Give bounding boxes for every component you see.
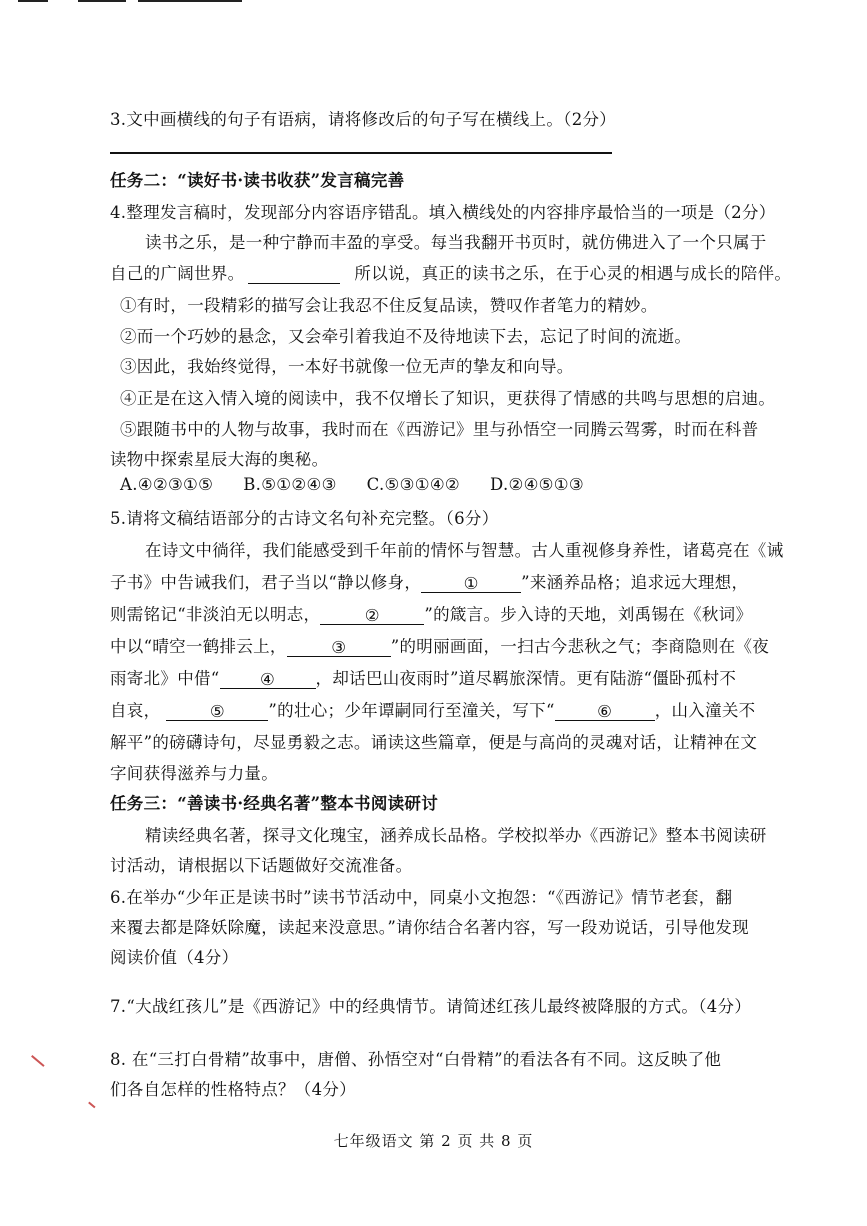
question-5-stem: 5.请将文稿结语部分的古诗文名句补充完整。（6分） — [110, 509, 499, 528]
fill-blank-4[interactable]: ④ — [220, 670, 316, 689]
question-5-text — [110, 633, 769, 657]
sentence-item: ③因此，我始终觉得，一本好书就像一位无声的挚友和向导。 — [120, 357, 574, 376]
task-3-heading: 任务三：“善读书·经典名著”整本书阅读研讨 — [110, 794, 439, 813]
header-rule — [138, 0, 242, 2]
text-segment: ”的壮心；少年谭嗣同行至潼关，写下“ — [268, 701, 555, 720]
option-c[interactable]: C.⑤③①④② — [366, 475, 461, 494]
text-segment: 自哀， — [110, 701, 161, 720]
question-5-text — [110, 601, 752, 625]
question-6: 6.在举办“少年正是读书时”读书节活动中，同桌小文抱怨：“《西游记》情节老套，翻 — [110, 888, 733, 907]
task-3-intro: 讨活动，请根据以下话题做好交流准备。 — [110, 856, 413, 875]
question-8: 们各自怎样的性格特点？（4分） — [110, 1080, 356, 1099]
text-segment: 中以“晴空一鹤排云上， — [110, 637, 287, 656]
option-b[interactable]: B.⑤①②④③ — [243, 475, 337, 494]
sentence-item: ⑤跟随书中的人物与故事，我时而在《西游记》里与孙悟空一同腾云驾雾，时而在科普 — [120, 420, 759, 439]
paragraph-text: 自己的广阔世界。 — [110, 264, 245, 283]
fill-blank[interactable] — [248, 265, 340, 284]
question-5-text: 字间获得滋养与力量。 — [110, 764, 278, 783]
text-segment: ，却话巴山夜雨时”道尽羁旅深情。更有陆游“僵卧孤村不 — [315, 669, 737, 688]
question-5-text — [110, 697, 756, 721]
text-segment: ”的明丽画面，一扫古今悲秋之气；李商隐则在《夜 — [390, 637, 770, 656]
header-rule — [18, 0, 48, 2]
text-segment: 则需铭记“非淡泊无以明志， — [110, 605, 321, 624]
text-segment: 雨寄北》中借“ — [110, 669, 220, 688]
question-4-paragraph — [110, 260, 791, 284]
question-5-text: 解平”的磅礴诗句，尽显勇毅之志。诵读这些篇章，便是与高尚的灵魂对话，让精神在文 — [110, 733, 758, 752]
text-segment: ”的箴言。步入诗的天地，刘禹锡在《秋词》 — [424, 605, 753, 624]
fill-blank-3[interactable]: ③ — [287, 638, 391, 657]
question-6: 阅读价值（4分） — [110, 948, 239, 967]
question-5-text: 在诗文中徜徉，我们能感受到千年前的情怀与智慧。古人重视修身养性，诸葛亮在《诫 — [145, 541, 784, 560]
question-4-paragraph: 读书之乐，是一种宁静而丰盈的享受。每当我翻开书页时，就仿佛进入了一个只属于 — [145, 233, 767, 252]
fill-blank-6[interactable]: ⑥ — [555, 702, 655, 721]
question-4-stem: 4.整理发言稿时，发现部分内容语序错乱。填入横线处的内容排序最恰当的一项是（2分） — [110, 203, 776, 222]
question-3: 3.文中画横线的句子有语病，请将修改后的句子写在横线上。（2分） — [110, 110, 617, 129]
page-footer: 七年级语文 第 2 页 共 8 页 — [333, 1132, 534, 1150]
option-a[interactable]: A.④②③①⑤ — [120, 475, 214, 494]
sentence-item: ④正是在这入情入境的阅读中，我不仅增长了知识，更获得了情感的共鸣与思想的启迪。 — [120, 389, 776, 408]
question-6: 来覆去都是降妖除魔，读起来没意思。”请你结合名著内容，写一段劝说话，引导他发现 — [110, 918, 749, 937]
fill-blank-5[interactable]: ⑤ — [166, 702, 268, 721]
fill-blank-1[interactable]: ① — [421, 574, 521, 593]
paragraph-text: 所以说，真正的读书之乐，在于心灵的相遇与成长的陪伴。 — [354, 264, 792, 283]
sentence-item: ①有时，一段精彩的描写会让我忍不住反复品读，赞叹作者笔力的精妙。 — [120, 296, 658, 315]
fill-blank-2[interactable]: ② — [320, 606, 424, 625]
option-d[interactable]: D.②④⑤①③ — [490, 475, 584, 494]
task-2-heading: 任务二：“读好书·读书收获”发言稿完善 — [110, 171, 405, 190]
question-5-text — [110, 569, 748, 593]
task-3-intro: 精读经典名著，探寻文化瑰宝，涵养成长品格。学校拟举办《西游记》整本书阅读研 — [145, 826, 767, 845]
answer-options — [120, 475, 614, 494]
stray-mark — [31, 1055, 44, 1066]
question-7: 7.“大战红孩儿”是《西游记》中的经典情节。请简述红孩儿最终被降服的方式。（4分） — [110, 997, 752, 1016]
question-8: 8. 在“三打白骨精”故事中，唐僧、孙悟空对“白骨精”的看法各有不同。这反映了他 — [110, 1050, 722, 1069]
sentence-item: ②而一个巧妙的悬念，又会牵引着我迫不及待地读下去，忘记了时间的流逝。 — [120, 327, 692, 346]
header-rule — [78, 0, 126, 2]
stray-mark — [88, 1102, 95, 1108]
text-segment: ”来涵养品格；追求远大理想， — [521, 573, 749, 592]
question-5-text — [110, 665, 736, 689]
text-segment: 子书》中告诫我们，君子当以“静以修身， — [110, 573, 422, 592]
text-segment: ，山入潼关不 — [654, 701, 756, 720]
answer-line[interactable] — [110, 152, 612, 154]
sentence-item: 读物中探索星辰大海的奥秘。 — [110, 450, 329, 469]
